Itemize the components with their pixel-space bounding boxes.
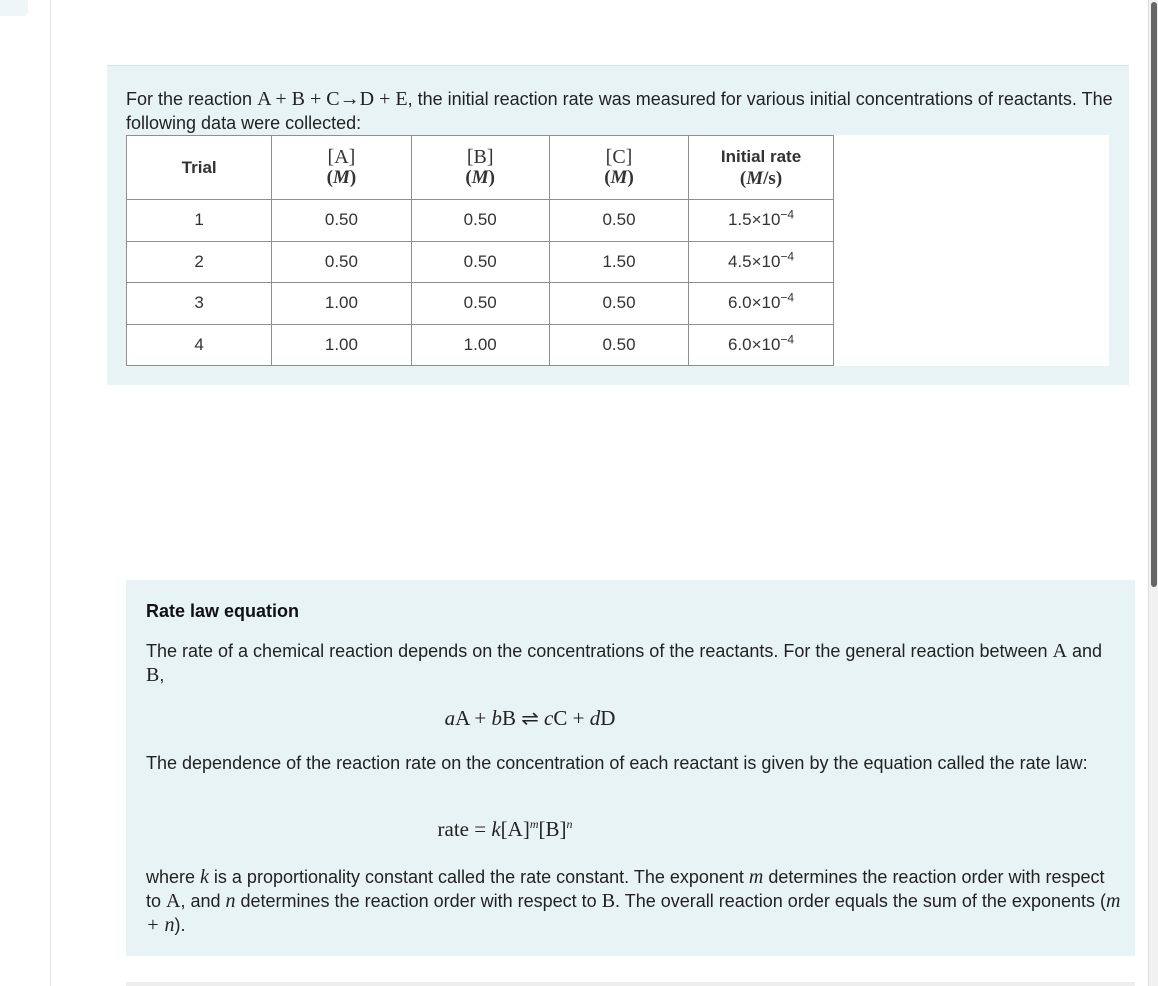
p1-text-mid: and [1067, 641, 1103, 661]
header-rate-label: Initial rate [720, 146, 802, 166]
rate-base: 4.5×10 [727, 251, 781, 271]
cell-c: 1.50 [549, 241, 688, 283]
rate-data-table [126, 135, 1109, 366]
p3-text-7: ). [174, 915, 186, 935]
rate-exponent: −4 [780, 290, 795, 305]
eq2-rate: rate = [437, 817, 492, 841]
cell-a: 1.00 [272, 324, 411, 366]
info-paragraph-2: The dependence of the reaction rate on the concentration of each reactant is given by the equation called the rate law: [146, 753, 1088, 773]
header-c [549, 136, 688, 200]
header-trial-label: Trial [181, 157, 217, 177]
p1-symbol-a: A [1052, 640, 1068, 662]
p1-text-end: , [159, 665, 165, 685]
scrollbar-thumb[interactable] [1151, 2, 1157, 587]
header-b [411, 136, 549, 200]
eq1-coef-b: b [491, 706, 502, 730]
p3-text-6: . The overall reaction order equals the sum of the exponents ( [615, 891, 1106, 911]
eq1-species-d: D [600, 706, 616, 730]
question-panel [107, 65, 1129, 385]
p3-text-5: determines the reaction order with respect to [235, 891, 602, 911]
table-row [127, 283, 1109, 325]
cell-a: 0.50 [272, 241, 411, 283]
vertical-scrollbar[interactable] [1148, 0, 1158, 986]
cell-b: 1.00 [411, 324, 549, 366]
p1-symbol-b: B [146, 664, 160, 686]
info-title: Rate law equation [146, 601, 300, 621]
eq2-exp-m: m [529, 817, 539, 831]
eq1-species-c: C + [553, 706, 590, 730]
p1-text: The rate of a chemical reaction depends on the concentrations of the reactants. For the general reaction between [146, 641, 1053, 661]
cell-a: 0.50 [272, 200, 411, 242]
cell-b: 0.50 [411, 283, 549, 325]
cell-rate [689, 283, 834, 325]
header-a-label: [A] [327, 145, 356, 168]
header-a-unit: (M) [326, 166, 357, 188]
info-paragraph-1 [146, 639, 1106, 687]
p3-symbol-a: A [166, 890, 181, 912]
table-row [127, 241, 1109, 283]
cell-b: 0.50 [411, 241, 549, 283]
p3-text-3: determines the reaction order with respect to [146, 867, 1105, 911]
cell-c: 0.50 [549, 200, 688, 242]
intro-text-start: For the reaction [126, 89, 258, 109]
p3-symbol-b: B [601, 890, 616, 912]
rate-law-equation [126, 817, 884, 842]
table-row [127, 324, 1109, 366]
eq2-conc-a: [A] [500, 817, 530, 841]
header-b-label: [B] [466, 145, 494, 168]
cell-a: 1.00 [272, 283, 411, 325]
eq2-k: k [491, 817, 501, 841]
p3-text-4: , and [180, 891, 226, 911]
cell-b: 0.50 [411, 200, 549, 242]
header-a [272, 136, 411, 200]
cell-trial: 1 [127, 200, 272, 242]
table-row [127, 200, 1109, 242]
rate-base: 1.5×10 [727, 210, 781, 230]
header-a-unit-symbol: M [332, 166, 350, 188]
eq2-conc-b: [B] [538, 817, 567, 841]
eq1-coef-d: d [589, 706, 601, 730]
cell-rate [689, 241, 834, 283]
info-paragraph-3 [146, 865, 1121, 937]
table-header-row [127, 136, 1109, 200]
rate-exponent: −4 [780, 332, 795, 347]
header-trial [127, 136, 272, 200]
header-initial-rate [689, 136, 834, 200]
header-rate-unit-m: M [746, 167, 764, 189]
cell-rate [689, 200, 834, 242]
header-c-unit-symbol: M [610, 166, 628, 188]
rate-law-info-panel [126, 580, 1135, 956]
header-rate-unit-rest: /s [763, 167, 776, 189]
eq1-species-a: A + [455, 706, 492, 730]
cell-c: 0.50 [549, 283, 688, 325]
eq1-species-b: B ⇌ [501, 706, 545, 730]
p3-symbol-k: k [200, 866, 209, 888]
header-c-label: [C] [605, 145, 633, 168]
cell-trial: 4 [127, 324, 272, 366]
next-panel-edge [126, 982, 1135, 986]
p3-sum: m + n [146, 890, 1121, 936]
cell-c: 0.50 [549, 324, 688, 366]
rate-exponent: −4 [780, 249, 795, 264]
reaction-equation: A + B + C→D + E [257, 88, 408, 110]
side-tab[interactable] [0, 0, 28, 16]
eq1-coef-a: a [444, 706, 456, 730]
header-b-unit: (M) [465, 166, 495, 188]
rate-base: 6.0×10 [727, 293, 781, 313]
rate-base: 6.0×10 [727, 334, 781, 354]
general-reaction-equation [126, 706, 934, 731]
header-b-unit-symbol: M [471, 166, 489, 188]
question-intro [126, 87, 1116, 135]
intro-text-end: , the initial reaction rate was measured for various initial concentrations of reactants. The following data were collected: [126, 89, 1113, 133]
sidebar-divider [50, 0, 51, 986]
cell-rate [689, 324, 834, 366]
p3-text-1: where [146, 867, 201, 887]
rate-exponent: −4 [780, 207, 795, 222]
cell-trial: 3 [127, 283, 272, 325]
cell-trial: 2 [127, 241, 272, 283]
p3-text-2: is a proportionality constant called the rate constant. The exponent [208, 867, 749, 887]
eq2-exp-n: n [566, 817, 573, 831]
eq1-coef-c: c [544, 706, 554, 730]
p3-symbol-n: n [225, 890, 236, 912]
p3-symbol-m: m [748, 866, 764, 888]
header-c-unit: (M) [604, 166, 634, 188]
header-rate-unit: (M/s) [739, 167, 783, 189]
